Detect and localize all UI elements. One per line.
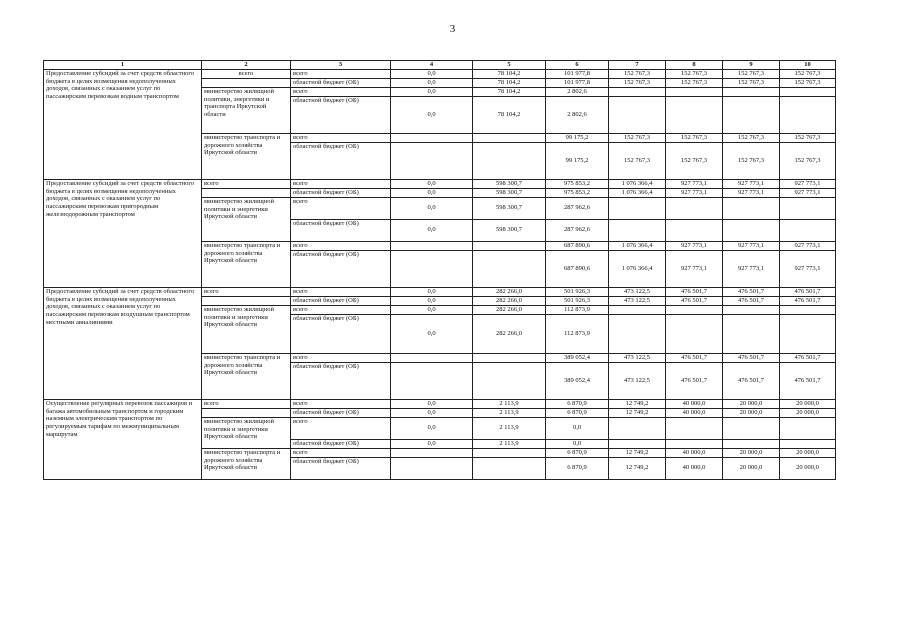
value-cell — [780, 87, 836, 96]
value-cell: 152 767,3 — [723, 142, 780, 179]
funding-source-cell: всего — [291, 197, 391, 219]
executor-cell: министерство транспорта и дорожного хозяйства Иркутской области — [202, 241, 291, 287]
value-cell: 20 000,0 — [723, 448, 780, 457]
value-cell: 152 767,3 — [609, 78, 666, 87]
value-cell — [473, 250, 546, 287]
value-cell: 598 300,7 — [473, 188, 546, 197]
value-cell: 152 767,3 — [666, 133, 723, 142]
value-cell: 0,0 — [546, 439, 609, 448]
value-cell: 20 000,0 — [723, 399, 780, 408]
value-cell: 473 122,5 — [609, 287, 666, 296]
executor-cell: всего — [202, 69, 291, 78]
value-cell: 2 113,9 — [473, 408, 546, 417]
value-cell: 6 870,9 — [546, 399, 609, 408]
value-cell — [609, 87, 666, 96]
funding-source-cell: областной бюджет (ОБ) — [291, 362, 391, 399]
value-cell — [666, 96, 723, 133]
value-cell: 2 113,9 — [473, 439, 546, 448]
funding-source-cell: всего — [291, 69, 391, 78]
value-cell — [780, 314, 836, 353]
value-cell: 152 767,3 — [723, 78, 780, 87]
funding-source-cell: всего — [291, 133, 391, 142]
executor-cell: министерство жилищной политики и энергетики Иркутской области — [202, 417, 291, 448]
value-cell — [391, 133, 473, 142]
header-row — [44, 61, 836, 70]
value-cell: 20 000,0 — [723, 408, 780, 417]
funding-source-cell: всего — [291, 87, 391, 96]
value-cell: 152 767,3 — [723, 69, 780, 78]
funding-source-cell: всего — [291, 305, 391, 314]
table-row — [44, 179, 836, 188]
value-cell: 473 122,5 — [609, 362, 666, 399]
value-cell: 282 266,0 — [473, 314, 546, 353]
value-cell — [473, 142, 546, 179]
value-cell — [473, 448, 546, 457]
value-cell — [723, 305, 780, 314]
funding-source-cell: областной бюджет (ОБ) — [291, 78, 391, 87]
value-cell — [473, 362, 546, 399]
value-cell: 40 000,0 — [666, 408, 723, 417]
value-cell: 12 749,2 — [609, 408, 666, 417]
executor-cell — [202, 188, 291, 197]
table-body — [44, 61, 836, 480]
value-cell: 927 773,1 — [780, 241, 836, 250]
value-cell: 0,0 — [391, 96, 473, 133]
value-cell — [780, 96, 836, 133]
value-cell: 0,0 — [391, 219, 473, 241]
value-cell: 927 773,1 — [723, 188, 780, 197]
value-cell — [666, 305, 723, 314]
value-cell: 152 767,3 — [723, 133, 780, 142]
funding-source-cell: областной бюджет (ОБ) — [291, 408, 391, 417]
value-cell: 476 501,7 — [780, 296, 836, 305]
value-cell: 0,0 — [391, 408, 473, 417]
funding-source-cell: всего — [291, 399, 391, 408]
value-cell — [391, 142, 473, 179]
value-cell: 476 501,7 — [666, 362, 723, 399]
value-cell: 20 000,0 — [780, 399, 836, 408]
value-cell: 598 300,7 — [473, 197, 546, 219]
value-cell: 112 873,9 — [546, 305, 609, 314]
value-cell: 6 870,9 — [546, 408, 609, 417]
value-cell: 927 773,1 — [780, 250, 836, 287]
value-cell: 282 266,0 — [473, 296, 546, 305]
value-cell: 501 926,3 — [546, 287, 609, 296]
table-row — [44, 287, 836, 296]
value-cell: 6 870,9 — [546, 448, 609, 457]
value-cell — [723, 439, 780, 448]
value-cell: 927 773,1 — [666, 188, 723, 197]
value-cell: 12 749,2 — [609, 448, 666, 457]
funding-source-cell: областной бюджет (ОБ) — [291, 219, 391, 241]
table-row — [44, 399, 836, 408]
funding-source-cell: всего — [291, 287, 391, 296]
value-cell: 473 122,5 — [609, 296, 666, 305]
value-cell — [473, 457, 546, 479]
value-cell: 927 773,1 — [723, 250, 780, 287]
value-cell — [780, 305, 836, 314]
value-cell: 152 767,3 — [780, 78, 836, 87]
column-header: 6 — [546, 61, 609, 70]
value-cell — [609, 417, 666, 439]
value-cell: 20 000,0 — [723, 457, 780, 479]
value-cell: 389 052,4 — [546, 362, 609, 399]
value-cell: 1 076 366,4 — [609, 250, 666, 287]
value-cell — [609, 314, 666, 353]
column-header: 5 — [473, 61, 546, 70]
value-cell — [780, 219, 836, 241]
value-cell: 927 773,1 — [723, 241, 780, 250]
value-cell: 1 076 366,4 — [609, 179, 666, 188]
value-cell: 152 767,3 — [609, 69, 666, 78]
value-cell: 476 501,7 — [723, 362, 780, 399]
value-cell: 12 749,2 — [609, 399, 666, 408]
value-cell: 927 773,1 — [666, 250, 723, 287]
value-cell — [391, 241, 473, 250]
executor-cell: министерство жилищной политики и энергетики Иркутской области — [202, 197, 291, 241]
value-cell: 687 890,6 — [546, 241, 609, 250]
value-cell — [723, 197, 780, 219]
executor-cell: министерство транспорта и дорожного хозяйства Иркутской области — [202, 353, 291, 399]
value-cell: 476 501,7 — [780, 362, 836, 399]
executor-cell — [202, 78, 291, 87]
value-cell: 927 773,1 — [666, 179, 723, 188]
value-cell: 12 749,2 — [609, 457, 666, 479]
value-cell: 99 175,2 — [546, 133, 609, 142]
value-cell: 6 870,9 — [546, 457, 609, 479]
value-cell — [666, 197, 723, 219]
value-cell: 687 890,6 — [546, 250, 609, 287]
value-cell: 0,0 — [391, 287, 473, 296]
column-header: 8 — [666, 61, 723, 70]
value-cell: 927 773,1 — [666, 241, 723, 250]
value-cell — [609, 197, 666, 219]
value-cell: 152 767,3 — [780, 142, 836, 179]
value-cell: 0,0 — [391, 188, 473, 197]
value-cell: 927 773,1 — [780, 179, 836, 188]
value-cell: 99 175,2 — [546, 142, 609, 179]
executor-cell: министерство транспорта и дорожного хозяйства Иркутской области — [202, 448, 291, 479]
value-cell — [780, 417, 836, 439]
executor-cell: министерство жилищной политики и энергетики Иркутской области — [202, 305, 291, 353]
value-cell: 476 501,7 — [780, 353, 836, 362]
value-cell: 0,0 — [391, 87, 473, 96]
value-cell: 389 052,4 — [546, 353, 609, 362]
value-cell: 0,0 — [546, 417, 609, 439]
value-cell: 975 853,2 — [546, 179, 609, 188]
value-cell: 476 501,7 — [666, 353, 723, 362]
value-cell: 20 000,0 — [780, 457, 836, 479]
funding-source-cell: областной бюджет (ОБ) — [291, 296, 391, 305]
value-cell: 0,0 — [391, 78, 473, 87]
value-cell — [391, 362, 473, 399]
funding-source-cell: областной бюджет (ОБ) — [291, 439, 391, 448]
value-cell: 0,0 — [391, 399, 473, 408]
value-cell — [780, 197, 836, 219]
value-cell — [723, 314, 780, 353]
value-cell: 282 266,0 — [473, 287, 546, 296]
page-number: 3 — [449, 23, 456, 35]
value-cell: 975 853,2 — [546, 188, 609, 197]
value-cell: 473 122,5 — [609, 353, 666, 362]
value-cell: 78 104,2 — [473, 78, 546, 87]
value-cell: 2 113,9 — [473, 417, 546, 439]
value-cell: 927 773,1 — [723, 179, 780, 188]
value-cell: 101 977,8 — [546, 78, 609, 87]
column-header: 2 — [202, 61, 291, 70]
column-header: 1 — [44, 61, 202, 70]
value-cell: 78 104,2 — [473, 96, 546, 133]
value-cell: 0,0 — [391, 314, 473, 353]
value-cell: 0,0 — [391, 305, 473, 314]
value-cell — [723, 219, 780, 241]
table-row — [44, 69, 836, 78]
value-cell: 40 000,0 — [666, 457, 723, 479]
value-cell — [391, 353, 473, 362]
value-cell — [609, 305, 666, 314]
column-header: 9 — [723, 61, 780, 70]
value-cell: 476 501,7 — [723, 287, 780, 296]
value-cell: 152 767,3 — [609, 133, 666, 142]
value-cell: 2 802,6 — [546, 96, 609, 133]
funding-source-cell: областной бюджет (ОБ) — [291, 250, 391, 287]
funding-source-cell: всего — [291, 353, 391, 362]
executor-cell: всего — [202, 287, 291, 296]
value-cell: 927 773,1 — [780, 188, 836, 197]
value-cell — [723, 96, 780, 133]
executor-cell: всего — [202, 179, 291, 188]
funding-source-cell: областной бюджет (ОБ) — [291, 314, 391, 353]
value-cell: 0,0 — [391, 197, 473, 219]
value-cell: 152 767,3 — [666, 69, 723, 78]
value-cell — [780, 439, 836, 448]
funding-source-cell: областной бюджет (ОБ) — [291, 188, 391, 197]
value-cell: 0,0 — [391, 417, 473, 439]
value-cell: 476 501,7 — [666, 296, 723, 305]
funding-source-cell: всего — [291, 241, 391, 250]
value-cell: 78 104,2 — [473, 69, 546, 78]
value-cell — [723, 87, 780, 96]
value-cell: 0,0 — [391, 296, 473, 305]
value-cell — [666, 87, 723, 96]
value-cell: 476 501,7 — [780, 287, 836, 296]
value-cell — [391, 457, 473, 479]
executor-cell — [202, 296, 291, 305]
value-cell: 152 767,3 — [609, 142, 666, 179]
value-cell: 40 000,0 — [666, 399, 723, 408]
value-cell: 476 501,7 — [666, 287, 723, 296]
value-cell: 2 802,6 — [546, 87, 609, 96]
value-cell: 2 113,9 — [473, 399, 546, 408]
budget-table — [43, 60, 836, 480]
section-name: Предоставление субсидий за счет средств областного бюджета в целях возмещения недополученных доходов, связанных с оказанием услуг по пассажирским перевозкам пригородным железнодорожным транспортом — [44, 179, 202, 287]
value-cell: 1 076 366,4 — [609, 241, 666, 250]
value-cell: 476 501,7 — [723, 296, 780, 305]
value-cell — [723, 417, 780, 439]
value-cell — [609, 439, 666, 448]
executor-cell: всего — [202, 399, 291, 408]
value-cell: 152 767,3 — [666, 142, 723, 179]
value-cell: 40 000,0 — [666, 448, 723, 457]
value-cell: 598 300,7 — [473, 179, 546, 188]
column-header: 4 — [391, 61, 473, 70]
value-cell: 0,0 — [391, 179, 473, 188]
section-name: Предоставление субсидий за счет средств областного бюджета в целях возмещения недополученных доходов, связанных с оказанием услуг по пассажирским перевозкам водным транспортом — [44, 69, 202, 179]
funding-source-cell: областной бюджет (ОБ) — [291, 96, 391, 133]
funding-source-cell: областной бюджет (ОБ) — [291, 457, 391, 479]
value-cell — [391, 250, 473, 287]
value-cell: 1 076 366,4 — [609, 188, 666, 197]
column-header: 3 — [291, 61, 391, 70]
value-cell: 152 767,3 — [666, 78, 723, 87]
value-cell: 20 000,0 — [780, 448, 836, 457]
value-cell: 282 266,0 — [473, 305, 546, 314]
value-cell: 501 926,3 — [546, 296, 609, 305]
executor-cell — [202, 408, 291, 417]
value-cell — [666, 417, 723, 439]
value-cell: 0,0 — [391, 439, 473, 448]
value-cell — [391, 448, 473, 457]
funding-source-cell: областной бюджет (ОБ) — [291, 142, 391, 179]
value-cell: 112 873,9 — [546, 314, 609, 353]
value-cell: 287 962,6 — [546, 197, 609, 219]
executor-cell: министерство жилищной политики, энергетики и транспорта Иркутской области — [202, 87, 291, 133]
executor-cell: министерство транспорта и дорожного хозяйства Иркутской области — [202, 133, 291, 179]
value-cell: 0,0 — [391, 69, 473, 78]
value-cell: 476 501,7 — [723, 353, 780, 362]
value-cell: 20 000,0 — [780, 408, 836, 417]
value-cell — [666, 219, 723, 241]
section-name: Предоставление субсидий за счет средств областного бюджета в целях возмещения недополученных доходов, связанных с оказанием услуг по пассажирским перевозкам воздушным транспортом местными авиалиниями — [44, 287, 202, 399]
column-header: 7 — [609, 61, 666, 70]
funding-source-cell: всего — [291, 448, 391, 457]
value-cell — [609, 219, 666, 241]
column-header: 10 — [780, 61, 836, 70]
value-cell: 152 767,3 — [780, 133, 836, 142]
value-cell: 78 104,2 — [473, 87, 546, 96]
value-cell: 101 977,8 — [546, 69, 609, 78]
funding-source-cell: всего — [291, 179, 391, 188]
value-cell — [609, 96, 666, 133]
value-cell — [473, 241, 546, 250]
section-name: Осуществление регулярных перевозок пассажиров и багажа автомобильным транспортом и городским наземным электрическим транспортом по регулируемым тарифам по межмуниципальным маршрутам — [44, 399, 202, 479]
value-cell: 152 767,3 — [780, 69, 836, 78]
funding-source-cell: всего — [291, 417, 391, 439]
value-cell — [666, 314, 723, 353]
value-cell — [666, 439, 723, 448]
value-cell: 287 962,6 — [546, 219, 609, 241]
value-cell: 598 300,7 — [473, 219, 546, 241]
value-cell — [473, 353, 546, 362]
value-cell — [473, 133, 546, 142]
